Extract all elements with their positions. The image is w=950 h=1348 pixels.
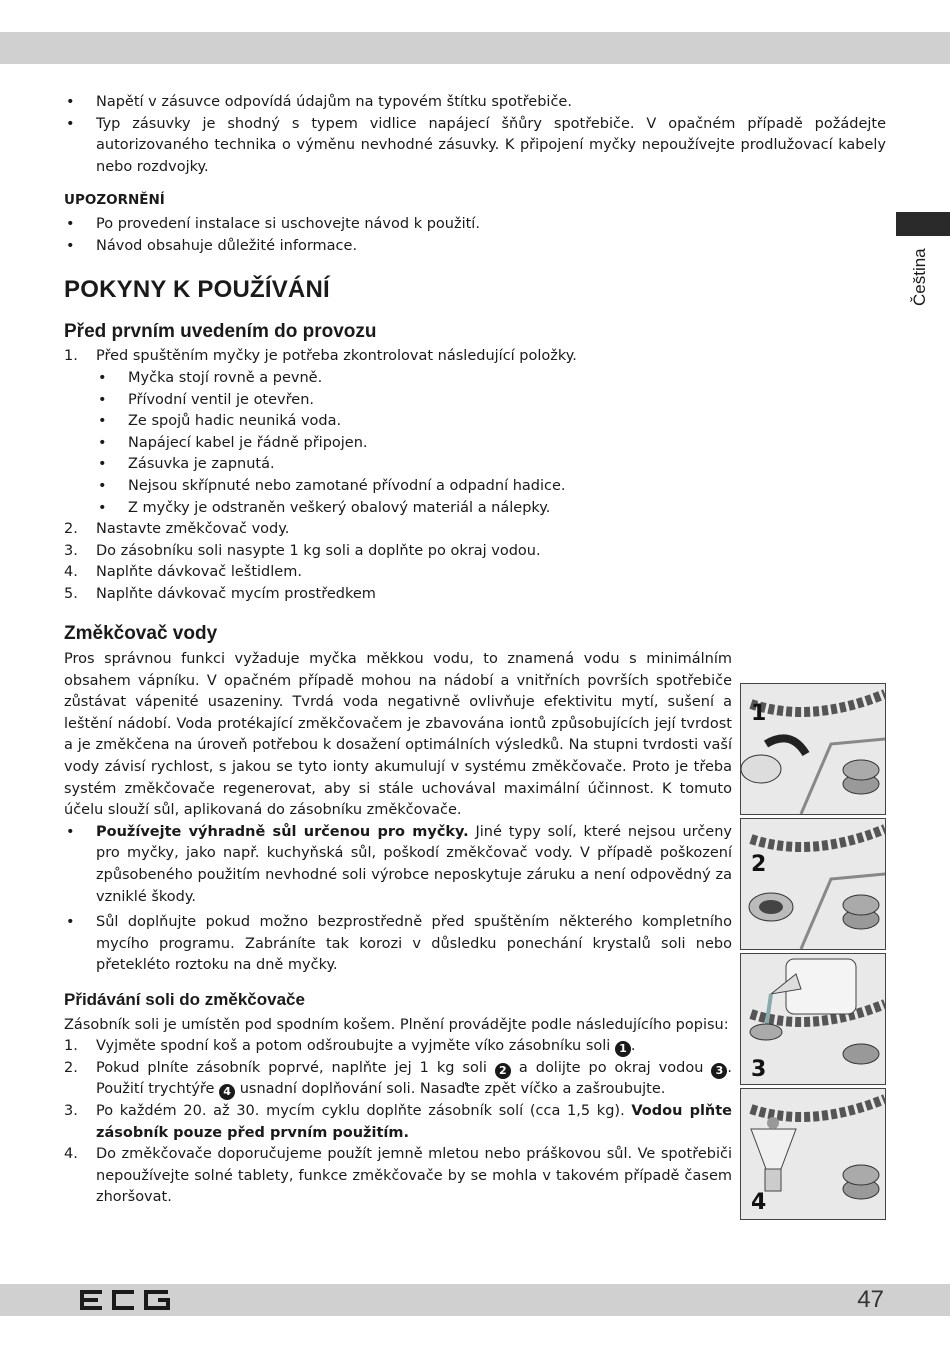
list-item: 1. Vyjměte spodní koš a potom odšroubujte a vyjměte víko zásobníku soli 1 . (64, 1038, 636, 1056)
list-item: • Myčka stojí rovně a pevně. (64, 368, 886, 390)
section-title-softener: Změkčovač vody (64, 623, 218, 645)
number-1-icon: 1 (615, 1041, 631, 1057)
ecg-logo-icon (76, 1286, 176, 1314)
salt-refill-illustrations (740, 683, 886, 1223)
list-item: • Napětí v zásuvce odpovídá údajům na typovém štítku spotřebiče. (64, 92, 886, 114)
list-item: • Nejsou skřípnuté nebo zamotané přívodní a odpadní hadice. (64, 476, 886, 498)
list-item: 3. Do zásobníku soli nasypte 1 kg soli a doplňte po okraj vodou. (64, 542, 541, 559)
figure-step-4 (740, 1088, 886, 1220)
list-item: 3. Po každém 20. až 30. mycím cyklu doplňte zásobník solí (cca 1,5 kg). Vodou plňte zásobník pouze před prvním použitím. (64, 1102, 733, 1141)
figure-step-1 (740, 683, 886, 815)
list-item: • Používejte výhradně sůl určenou pro myčky. Jiné typy solí, které nejsou určeny pro myčky, jako např. kuchyňská sůl, poškodí změkčovač vody. V případě poškození způsobeného použitím nevhodné soli výrobce neposkytuje záruku a není odpovědný za vzniklé škody. (64, 822, 732, 908)
section-title-adding-salt: Přidávání soli do změkčovače (64, 989, 305, 1009)
number-3-icon: 3 (711, 1063, 727, 1079)
list-item: 4. Naplňte dávkovač leštidlem. (64, 564, 302, 581)
number-2-icon: 2 (495, 1063, 511, 1079)
figure-number: 3 (751, 1057, 767, 1082)
list-item: • Napájecí kabel je řádně připojen. (64, 433, 886, 455)
list-item: • Návod obsahuje důležité informace. (64, 236, 886, 258)
language-label: Čeština (910, 248, 929, 306)
adding-salt-intro: Zásobník soli je umístěn pod spodním košem. Plnění provádějte podle následujícího popisu: (64, 1016, 729, 1033)
figure-step-3 (740, 953, 886, 1085)
softener-paragraph: Pros správnou funkci vyžaduje myčka měkkou vodu, to znamená vodu s minimálním obsahem vápníku. V opačném případě mohou na nádobí a vnitřních površích spotřebiče zůstávat vápenité usazeniny. Tvrdá voda negativně ovlivňuje efektivitu mytí, sušení a leštění nádobí. Voda protékající změkčovačem je zbavována iontů způsobujících její tvrdost a je změkčena na úroveň potřebou k dosažení optimálních výsledků. Na stupni tvrdosti vaší vody závisí rychlost, s jakou se tyto ionty akumulují v systému změkčovače. Proto je třeba systém změkčovače regenerovat, aby si stále uchovával maximální účinnost. K tomuto účelu slouží sůl, aplikovaná do zásobníku změkčovače. (64, 651, 732, 819)
list-item: • Typ zásuvky je shodný s typem vidlice napájecí šňůry spotřebiče. V opačném případě požádejte autorizovaného technika o výměnu nevhodné zásuvky. K připojení myčky nepoužívejte prodlužovací kabely nebo rozdvojky. (64, 114, 886, 179)
list-item: 5. Naplňte dávkovač mycím prostředkem (64, 585, 376, 602)
list-item: 2. Nastavte změkčovač vody. (64, 521, 290, 538)
ecg-logo (76, 1286, 176, 1314)
list-item: • Ze spojů hadic neuniká voda. (64, 411, 886, 433)
section-title-first-use: Před prvním uvedením do provozu (64, 320, 377, 342)
list-item: 1. Před spuštěním myčky je potřeba zkontrolovat následující položky. (64, 348, 577, 365)
list-item: 4. Do změkčovače doporučujeme použít jemně mletou nebo práškovou sůl. Ve spotřebiči nepoužívejte solné tablety, funkce změkčovače by se mohla v takovém případě časem zhoršovat. (64, 1146, 732, 1206)
list-item: • Přívodní ventil je otevřen. (64, 390, 886, 412)
figure-number: 4 (751, 1190, 767, 1215)
list-item: • Zásuvka je zapnutá. (64, 454, 886, 476)
header-bar (0, 32, 950, 64)
figure-number: 1 (751, 701, 767, 726)
page-number: 47 (857, 1286, 884, 1313)
language-tab (896, 212, 950, 236)
list-item: • Po provedení instalace si uschovejte návod k použití. (64, 214, 886, 236)
number-4-icon: 4 (219, 1084, 235, 1100)
list-item: • Sůl doplňujte pokud možno bezprostředně před spuštěním některého kompletního mycího programu. Zabráníte tak korozi v důsledku ponechání krystalů soli nebo přetekléto roztoku na dně myčky. (64, 912, 732, 977)
warning-title: UPOZORNĚNÍ (64, 192, 165, 209)
list-item: • Z myčky je odstraněn veškerý obalový materiál a nálepky. (64, 498, 886, 520)
page-title: POKYNY K POUŽÍVÁNÍ (64, 276, 330, 304)
list-item: 2. Pokud plníte zásobník poprvé, naplňte jej 1 kg soli 2 a dolijte po okraj vodou 3 . Použití trychtýře 4 usnadní doplňování soli. Nasaďte zpět víčko a zašroubujte. (64, 1059, 732, 1099)
page-content (64, 92, 886, 1209)
figure-number: 2 (751, 852, 767, 877)
figure-step-2 (740, 818, 886, 950)
